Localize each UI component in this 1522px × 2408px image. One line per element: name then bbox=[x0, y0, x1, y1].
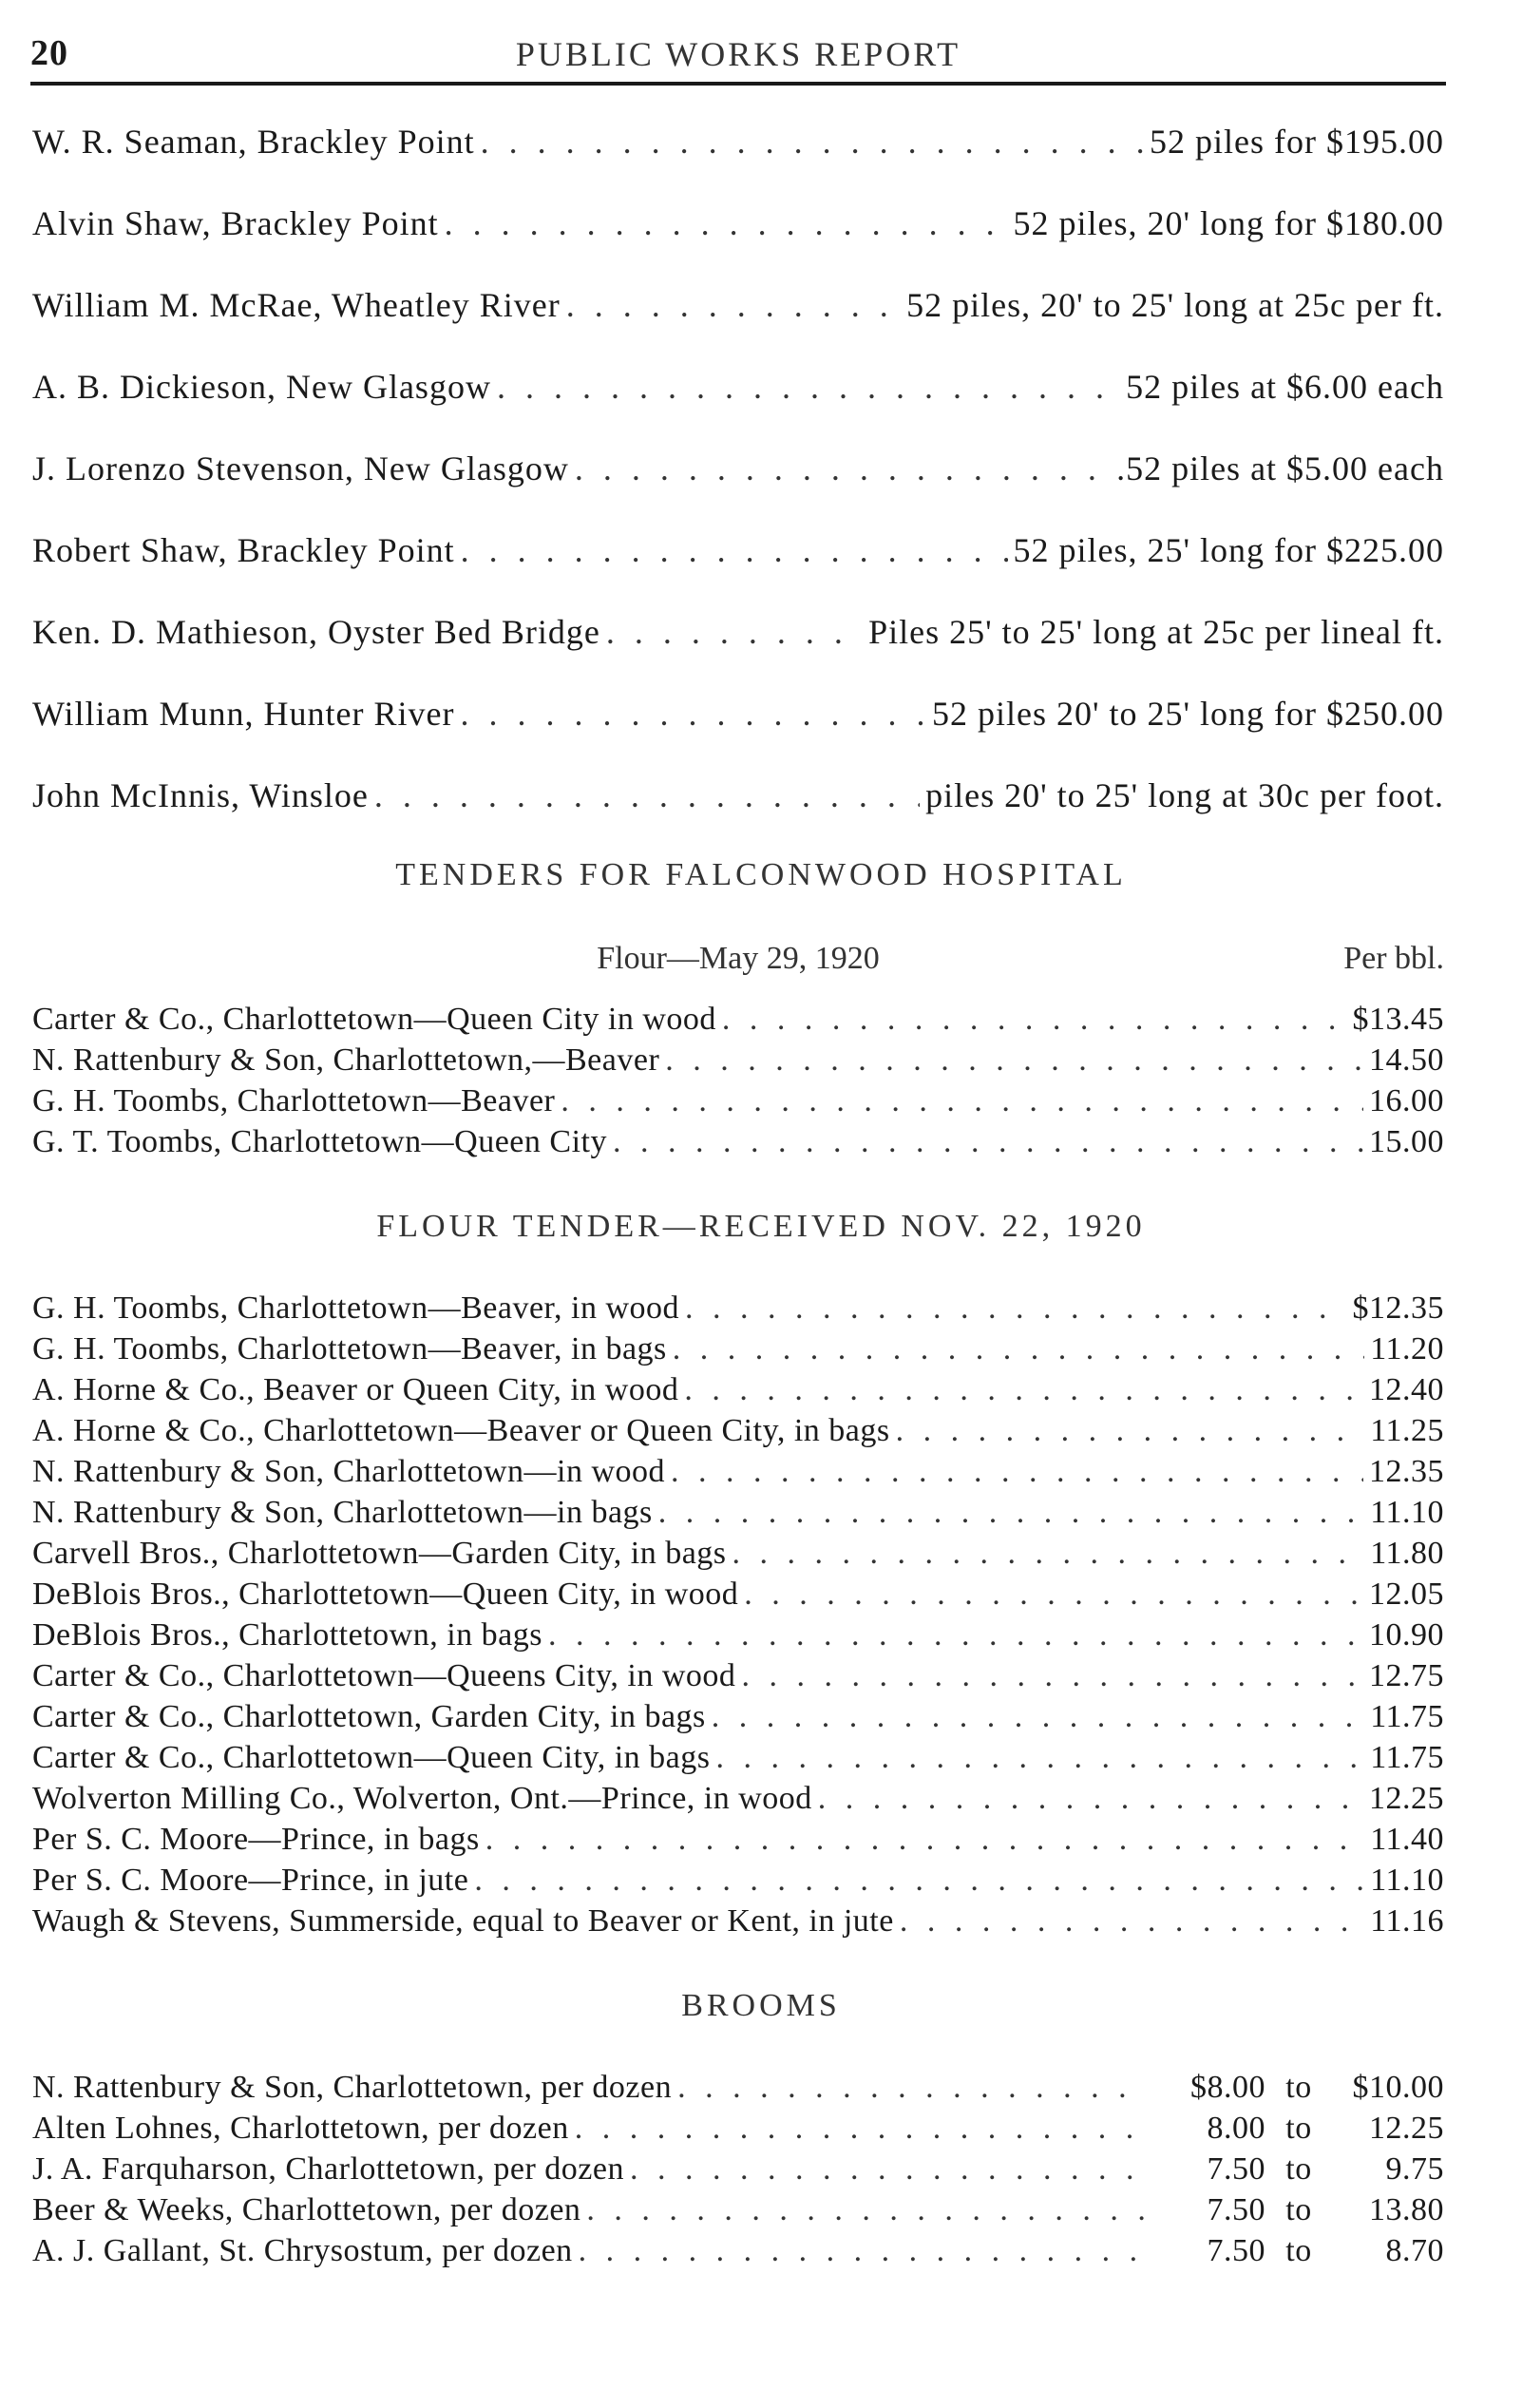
dot-leader bbox=[671, 1454, 1363, 1490]
dot-leader bbox=[818, 1781, 1363, 1817]
tenderer-name: Alvin Shaw, Brackley Point bbox=[32, 204, 439, 242]
dot-leader bbox=[461, 530, 1008, 570]
page-number: 20 bbox=[30, 33, 68, 73]
tenderer-name: J. Lorenzo Stevenson, New Glasgow bbox=[32, 449, 569, 487]
list-item bbox=[32, 2111, 1444, 2147]
tenderer-name: N. Rattenbury & Son, Charlottetown,—Beaver bbox=[32, 1042, 660, 1078]
unit-label: Per bbl. bbox=[1343, 941, 1444, 976]
price-range bbox=[1153, 2192, 1444, 2228]
list-item bbox=[32, 1331, 1444, 1367]
tenderer-name: G. H. Toombs, Charlottetown—Beaver bbox=[32, 1083, 556, 1118]
tender-price: 11.10 bbox=[1370, 1863, 1444, 1898]
tenderer-name: Carter & Co., Charlottetown—Queens City, in wood bbox=[32, 1658, 736, 1693]
range-to-word: to bbox=[1285, 2233, 1312, 2268]
tenderer-name: N. Rattenbury & Son, Charlottetown—in wood bbox=[32, 1454, 666, 1489]
tenderer-name: Carvell Bros., Charlottetown—Garden City, in bags bbox=[32, 1536, 727, 1571]
range-to-word: to bbox=[1285, 2111, 1312, 2146]
section-heading-flour-tender: FLOUR TENDER—RECEIVED NOV. 22, 1920 bbox=[376, 1209, 1146, 1244]
price-range bbox=[1153, 2070, 1444, 2106]
list-item bbox=[32, 1822, 1444, 1858]
list-item bbox=[32, 122, 1444, 162]
tenderer-name: Alten Lohnes, Charlottetown, per dozen bbox=[32, 2111, 569, 2146]
tenderer-name: Robert Shaw, Brackley Point bbox=[32, 531, 455, 569]
tender-price: 12.40 bbox=[1369, 1372, 1444, 1407]
dot-leader bbox=[566, 285, 901, 325]
tenderer-name: G. H. Toombs, Charlottetown—Beaver, in bags bbox=[32, 1331, 667, 1366]
list-item bbox=[32, 1699, 1444, 1735]
dot-leader bbox=[685, 1290, 1347, 1327]
list-item bbox=[32, 1903, 1444, 1940]
dot-leader bbox=[575, 2111, 1148, 2147]
tender-value: .52 piles at $5.00 each bbox=[1116, 449, 1444, 487]
tenderer-name: N. Rattenbury & Son, Charlottetown—in bags bbox=[32, 1495, 653, 1530]
dot-leader bbox=[744, 1577, 1363, 1613]
price-from: 7.50 bbox=[1207, 2233, 1265, 2268]
tender-price: 11.75 bbox=[1370, 1740, 1444, 1775]
dot-leader bbox=[561, 1083, 1363, 1119]
tender-price: $13.45 bbox=[1352, 1002, 1444, 1037]
tender-price: 11.75 bbox=[1370, 1699, 1444, 1734]
price-to: $10.00 bbox=[1352, 2070, 1444, 2105]
list-item bbox=[32, 367, 1444, 407]
price-range bbox=[1153, 2151, 1444, 2188]
tenderer-name: Ken. D. Mathieson, Oyster Bed Bridge bbox=[32, 613, 600, 651]
list-item bbox=[32, 1454, 1444, 1490]
section-heading-brooms: BROOMS bbox=[681, 1988, 841, 2023]
tender-price: 10.90 bbox=[1369, 1617, 1444, 1653]
tender-price: 11.10 bbox=[1370, 1495, 1444, 1530]
tenderer-name: A. Horne & Co., Beaver or Queen City, in wood bbox=[32, 1372, 679, 1407]
list-item bbox=[32, 1002, 1444, 1038]
tenderer-name: Wolverton Milling Co., Wolverton, Ont.—Prince, in wood bbox=[32, 1781, 812, 1816]
dot-leader bbox=[684, 1372, 1363, 1408]
list-item bbox=[32, 1413, 1444, 1449]
dot-leader bbox=[896, 1413, 1365, 1449]
range-to-word: to bbox=[1285, 2192, 1312, 2227]
list-item bbox=[32, 1042, 1444, 1079]
tender-price: 12.35 bbox=[1369, 1454, 1444, 1489]
dot-leader bbox=[673, 1331, 1364, 1367]
price-to: 9.75 bbox=[1385, 2151, 1444, 2187]
list-item bbox=[32, 285, 1444, 325]
tenderer-name: William Munn, Hunter River bbox=[32, 695, 455, 733]
tender-price: 12.75 bbox=[1369, 1658, 1444, 1693]
price-range bbox=[1153, 2111, 1444, 2147]
page-header bbox=[30, 29, 1446, 86]
section-heading-falconwood: TENDERS FOR FALCONWOOD HOSPITAL bbox=[395, 857, 1127, 892]
dot-leader bbox=[715, 1740, 1364, 1776]
list-item bbox=[32, 203, 1444, 243]
list-item bbox=[32, 775, 1444, 815]
tenderer-name: Carter & Co., Charlottetown—Queen City in wood bbox=[32, 1002, 716, 1037]
tenderer-name: N. Rattenbury & Son, Charlottetown, per dozen bbox=[32, 2070, 673, 2105]
dot-leader bbox=[481, 122, 1144, 162]
list-item bbox=[32, 1290, 1444, 1327]
tender-value: piles 20' to 25' long at 30c per foot. bbox=[925, 776, 1444, 814]
flour-date-label: Flour—May 29, 1920 bbox=[597, 941, 880, 976]
running-title: PUBLIC WORKS REPORT bbox=[515, 35, 961, 73]
list-item bbox=[32, 1781, 1444, 1817]
price-to: 13.80 bbox=[1369, 2192, 1444, 2227]
tenderer-name: A. Horne & Co., Charlottetown—Beaver or Queen City, in bags bbox=[32, 1413, 890, 1448]
price-to: 12.25 bbox=[1369, 2111, 1444, 2146]
tenderer-name: Waugh & Stevens, Summerside, equal to Beaver or Kent, in jute bbox=[32, 1903, 894, 1939]
dot-leader bbox=[712, 1699, 1364, 1735]
tender-value: 52 piles for $195.00 bbox=[1150, 123, 1444, 161]
tenderer-name: William M. McRae, Wheatley River bbox=[32, 286, 561, 324]
list-item bbox=[32, 449, 1444, 488]
tenderer-name: Carter & Co., Charlottetown, Garden City, in bags bbox=[32, 1699, 706, 1734]
tenderer-name: A. B. Dickieson, New Glasgow bbox=[32, 368, 491, 406]
tender-value: 52 piles, 20' to 25' long at 25c per ft. bbox=[906, 286, 1444, 324]
dot-leader bbox=[732, 1536, 1365, 1572]
dot-leader bbox=[722, 1002, 1347, 1038]
tender-price: 11.80 bbox=[1370, 1536, 1444, 1571]
dot-leader bbox=[613, 1124, 1363, 1160]
tender-value: 52 piles, 25' long for $225.00 bbox=[1013, 531, 1444, 569]
price-to: 8.70 bbox=[1385, 2233, 1444, 2268]
dot-leader bbox=[485, 1822, 1365, 1858]
dot-leader bbox=[497, 367, 1120, 407]
tender-value: 52 piles, 20' long for $180.00 bbox=[1013, 204, 1444, 242]
tenderer-name: G. H. Toombs, Charlottetown—Beaver, in wood bbox=[32, 1290, 679, 1326]
tender-price: 11.16 bbox=[1370, 1903, 1444, 1939]
list-item bbox=[32, 1740, 1444, 1776]
list-item bbox=[32, 612, 1444, 652]
list-item bbox=[32, 1658, 1444, 1694]
dot-leader bbox=[586, 2192, 1148, 2228]
list-item bbox=[32, 1124, 1444, 1160]
list-item bbox=[32, 1863, 1444, 1899]
list-item bbox=[32, 1577, 1444, 1613]
range-to-word: to bbox=[1285, 2070, 1312, 2105]
dot-leader bbox=[665, 1042, 1363, 1079]
tender-price: $12.35 bbox=[1352, 1290, 1444, 1326]
dot-leader bbox=[900, 1903, 1364, 1940]
list-item bbox=[32, 2192, 1444, 2228]
dot-leader bbox=[579, 2233, 1148, 2269]
dot-leader bbox=[548, 1617, 1363, 1653]
list-item bbox=[32, 2151, 1444, 2188]
dot-leader bbox=[474, 1863, 1364, 1899]
list-item bbox=[32, 694, 1444, 734]
price-from: $8.00 bbox=[1190, 2070, 1265, 2105]
tenderer-name: G. T. Toombs, Charlottetown—Queen City bbox=[32, 1124, 607, 1159]
dot-leader bbox=[445, 203, 1008, 243]
dot-leader bbox=[460, 694, 926, 734]
tender-value: Piles 25' to 25' long at 25c per lineal ft. bbox=[868, 613, 1444, 651]
tenderer-name: Carter & Co., Charlottetown—Queen City, in bags bbox=[32, 1740, 711, 1775]
list-item bbox=[32, 1617, 1444, 1653]
tenderer-name: DeBlois Bros., Charlottetown—Queen City, in wood bbox=[32, 1577, 739, 1612]
range-to-word: to bbox=[1285, 2151, 1312, 2187]
dot-leader bbox=[374, 775, 920, 815]
list-item bbox=[32, 2070, 1444, 2106]
list-item bbox=[32, 1495, 1444, 1531]
tender-price: 12.25 bbox=[1369, 1781, 1444, 1816]
dot-leader bbox=[606, 612, 863, 652]
list-item bbox=[32, 2233, 1444, 2269]
tenderer-name: J. A. Farquharson, Charlottetown, per dozen bbox=[32, 2151, 624, 2187]
tenderer-name: Per S. C. Moore—Prince, in bags bbox=[32, 1822, 480, 1857]
dot-leader bbox=[630, 2151, 1148, 2188]
tender-price: 11.40 bbox=[1370, 1822, 1444, 1857]
tender-price: 12.05 bbox=[1369, 1577, 1444, 1612]
tender-price: 11.25 bbox=[1370, 1413, 1444, 1448]
dot-leader bbox=[741, 1658, 1363, 1694]
tenderer-name: A. J. Gallant, St. Chrysostum, per dozen bbox=[32, 2233, 573, 2268]
tenderer-name: DeBlois Bros., Charlottetown, in bags bbox=[32, 1617, 542, 1653]
price-from: 7.50 bbox=[1207, 2192, 1265, 2227]
tender-value: 52 piles at $6.00 each bbox=[1126, 368, 1444, 406]
tender-price: 15.00 bbox=[1369, 1124, 1444, 1159]
dot-leader bbox=[575, 449, 1111, 488]
list-item bbox=[32, 1536, 1444, 1572]
tender-price: 16.00 bbox=[1369, 1083, 1444, 1118]
tender-price: 14.50 bbox=[1369, 1042, 1444, 1078]
dot-leader bbox=[677, 2070, 1148, 2106]
tenderer-name: John McInnis, Winsloe bbox=[32, 776, 369, 814]
tender-price: 11.20 bbox=[1370, 1331, 1444, 1366]
price-from: 8.00 bbox=[1207, 2111, 1265, 2146]
list-item bbox=[32, 1083, 1444, 1119]
tenderer-name: Beer & Weeks, Charlottetown, per dozen bbox=[32, 2192, 581, 2227]
price-range bbox=[1153, 2233, 1444, 2269]
tenderer-name: W. R. Seaman, Brackley Point bbox=[32, 123, 475, 161]
tender-value: 52 piles 20' to 25' long for $250.00 bbox=[932, 695, 1444, 733]
list-item bbox=[32, 1372, 1444, 1408]
price-from: 7.50 bbox=[1207, 2151, 1265, 2187]
dot-leader bbox=[658, 1495, 1364, 1531]
list-item bbox=[32, 530, 1444, 570]
tenderer-name: Per S. C. Moore—Prince, in jute bbox=[32, 1863, 469, 1898]
